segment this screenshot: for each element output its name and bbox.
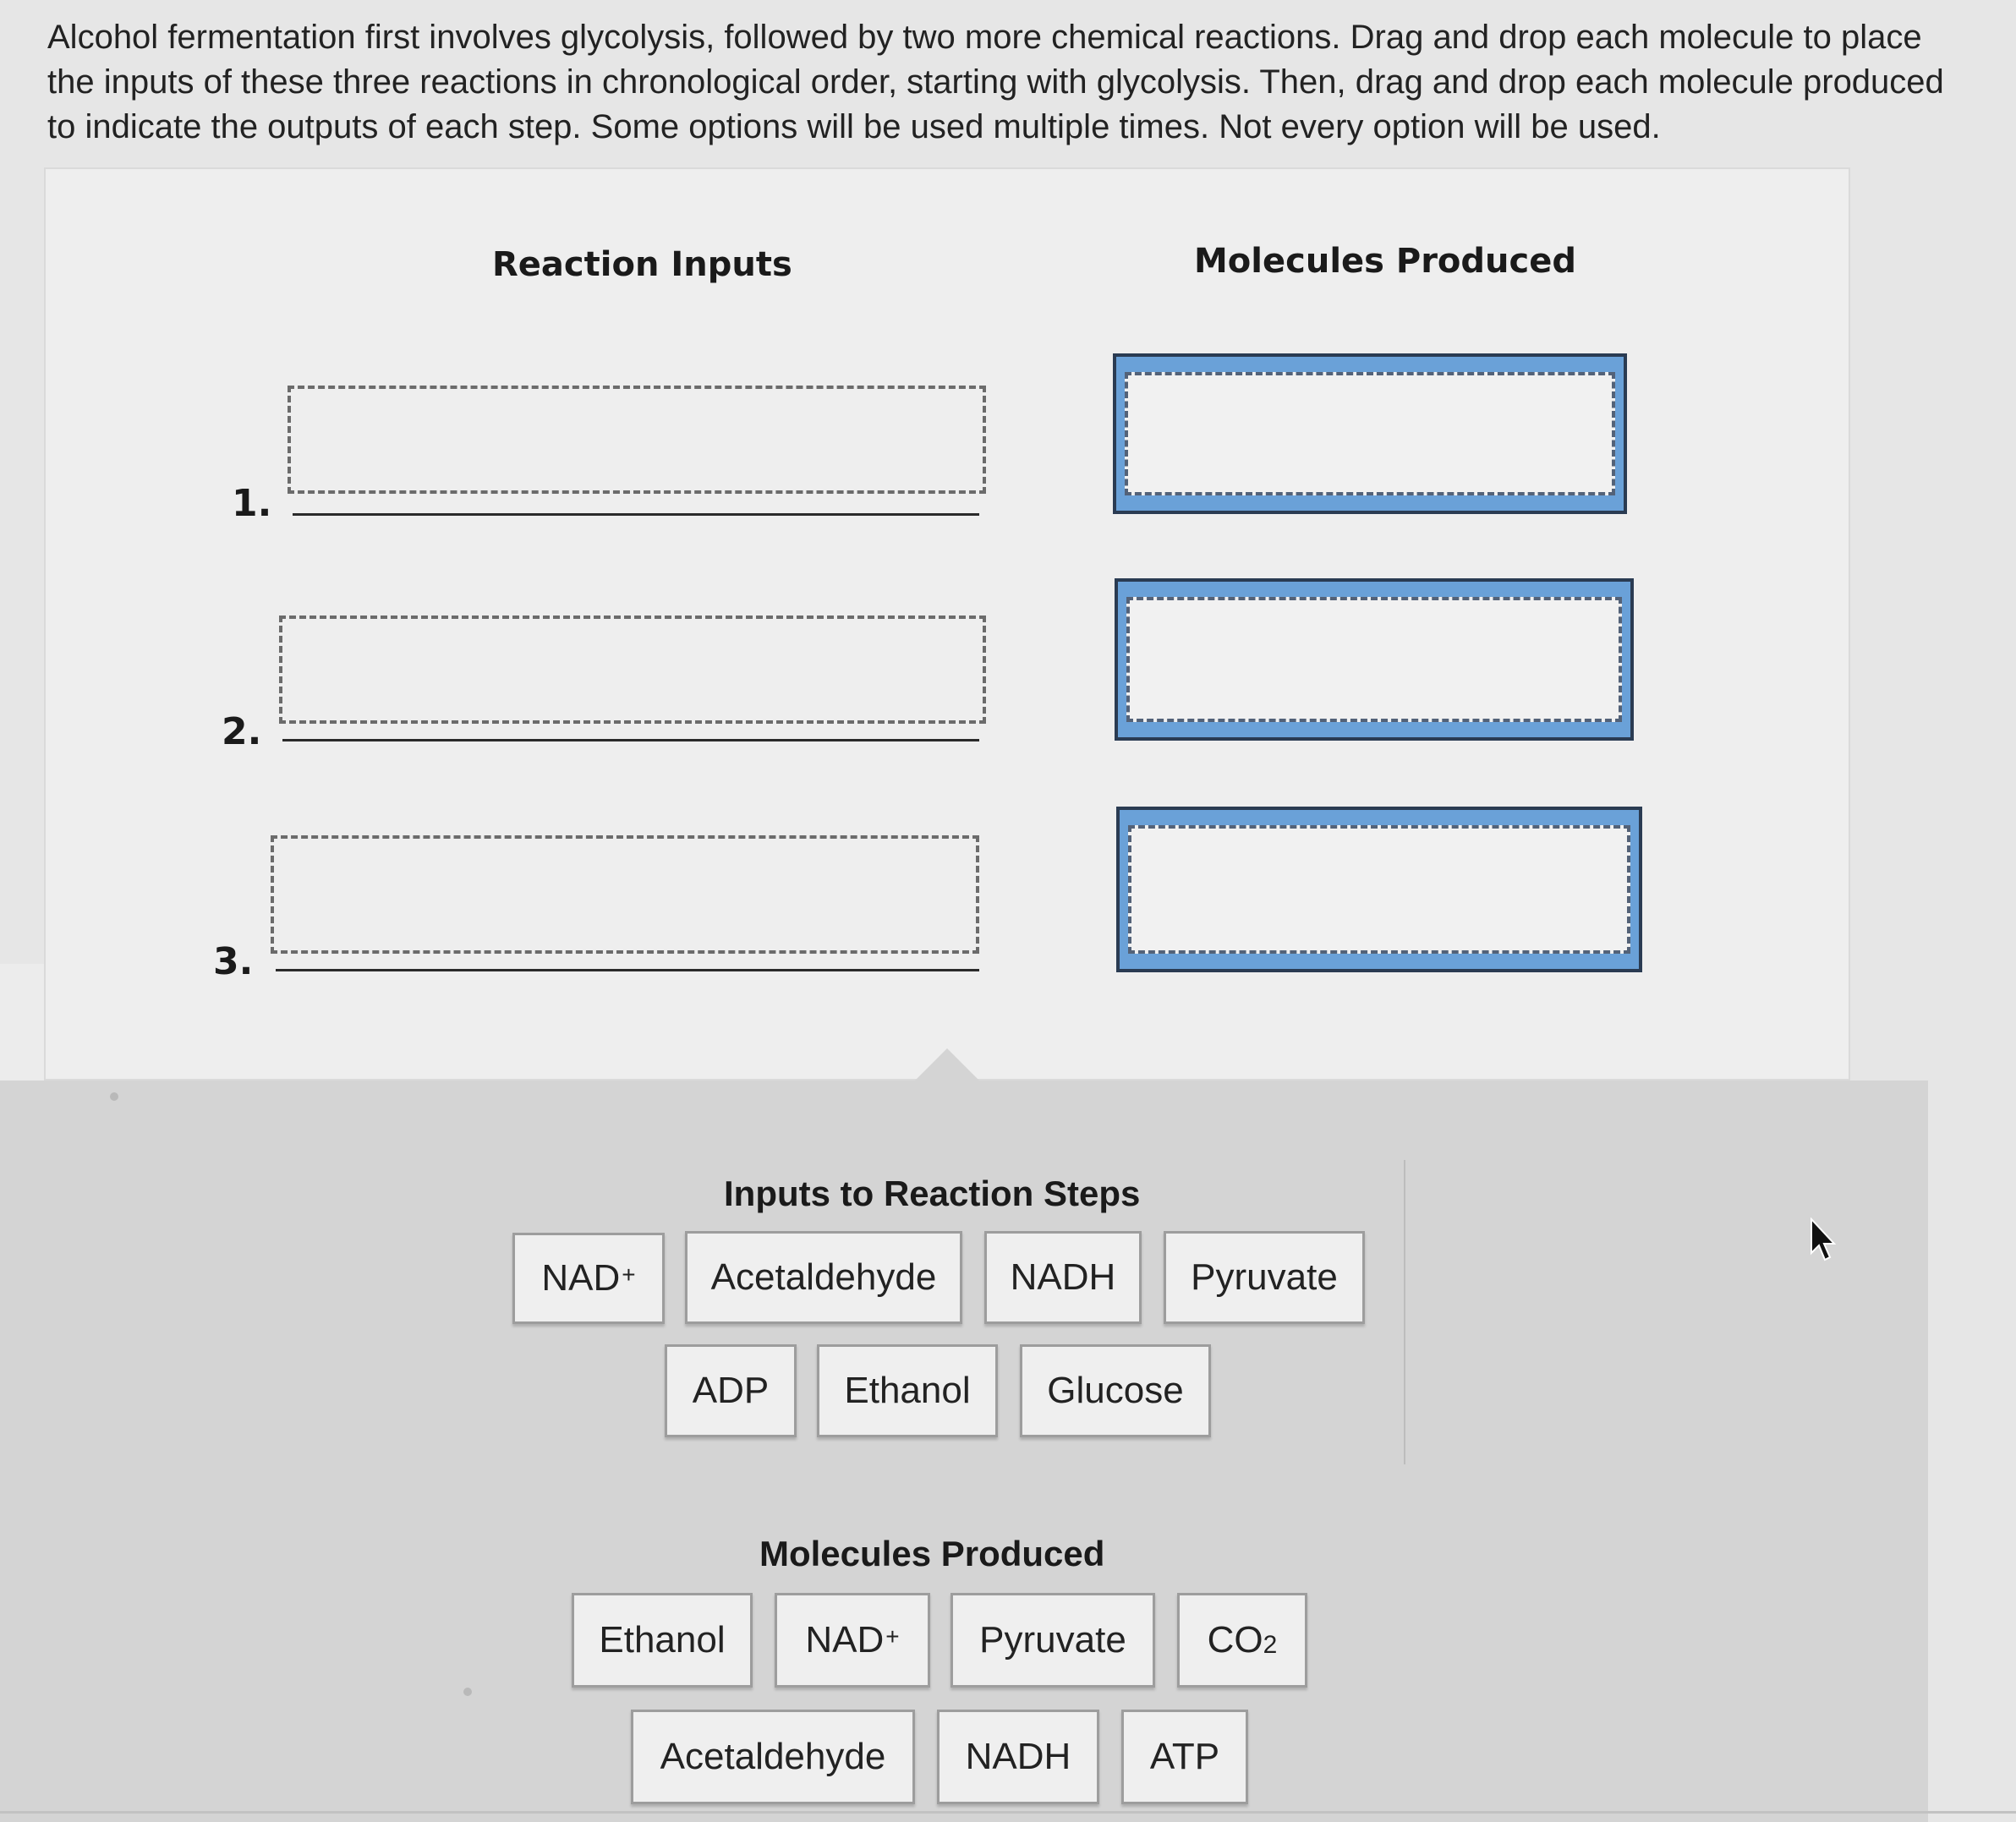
input-drop-zone-3[interactable] [271, 835, 979, 954]
instructions-text: Alcohol fermentation first involves glycolysis, followed by two more chemical reactions. Drag and drop each molecule to place the inputs of these three reactions in chronological order, starting with glycolysis. Then, drag and drop each molecule produced to indicate the outputs of each step. Some options will be used multiple times. Not every option will be used. [47, 19, 1944, 145]
input-underline-1 [293, 513, 979, 516]
chip-input-nadh[interactable]: NADH [984, 1231, 1142, 1324]
output-drop-zone-2[interactable] [1115, 578, 1634, 741]
chip-input-pyruvate[interactable]: Pyruvate [1164, 1231, 1365, 1324]
reaction-inputs-header: Reaction Inputs [492, 245, 792, 284]
row-number-3: 3. [213, 940, 254, 983]
chip-product-co2[interactable]: CO $_2$ [1177, 1593, 1307, 1688]
tray-notch [915, 1048, 979, 1081]
row-number-2: 2. [222, 710, 262, 753]
input-underline-3 [276, 969, 979, 971]
row-number-1: 1. [232, 482, 272, 525]
chip-product-atp[interactable]: ATP [1121, 1710, 1248, 1804]
chip-product-ethanol[interactable]: Ethanol [572, 1593, 753, 1688]
mouse-pointer-icon [1808, 1217, 1838, 1265]
output-drop-target-3[interactable] [1128, 825, 1630, 954]
output-drop-target-1[interactable] [1125, 372, 1615, 495]
inputs-bank-title: Inputs to Reaction Steps [724, 1174, 1141, 1213]
products-bank-title: Molecules Produced [759, 1534, 1105, 1573]
output-drop-zone-3[interactable] [1116, 807, 1642, 972]
input-underline-2 [282, 739, 979, 741]
chip-product-nadh[interactable]: NADH [937, 1710, 1099, 1804]
chip-input-ethanol[interactable]: Ethanol [817, 1344, 998, 1437]
chip-input-acetaldehyde[interactable]: Acetaldehyde [685, 1231, 962, 1324]
chip-product-nad-plus[interactable]: NAD + [775, 1593, 930, 1688]
chip-input-nad-plus[interactable]: NAD + [512, 1233, 665, 1324]
chip-input-adp[interactable]: ADP [665, 1344, 797, 1437]
output-drop-target-2[interactable] [1126, 597, 1622, 722]
input-drop-zone-2[interactable] [279, 616, 986, 724]
input-drop-zone-1[interactable] [288, 386, 986, 494]
chip-product-acetaldehyde[interactable]: Acetaldehyde [631, 1710, 915, 1804]
chip-input-glucose[interactable]: Glucose [1020, 1344, 1211, 1437]
chip-product-pyruvate[interactable]: Pyruvate [950, 1593, 1155, 1688]
molecules-produced-header: Molecules Produced [1194, 242, 1576, 281]
tray-divider [1404, 1160, 1405, 1464]
output-drop-zone-1[interactable] [1113, 353, 1627, 514]
